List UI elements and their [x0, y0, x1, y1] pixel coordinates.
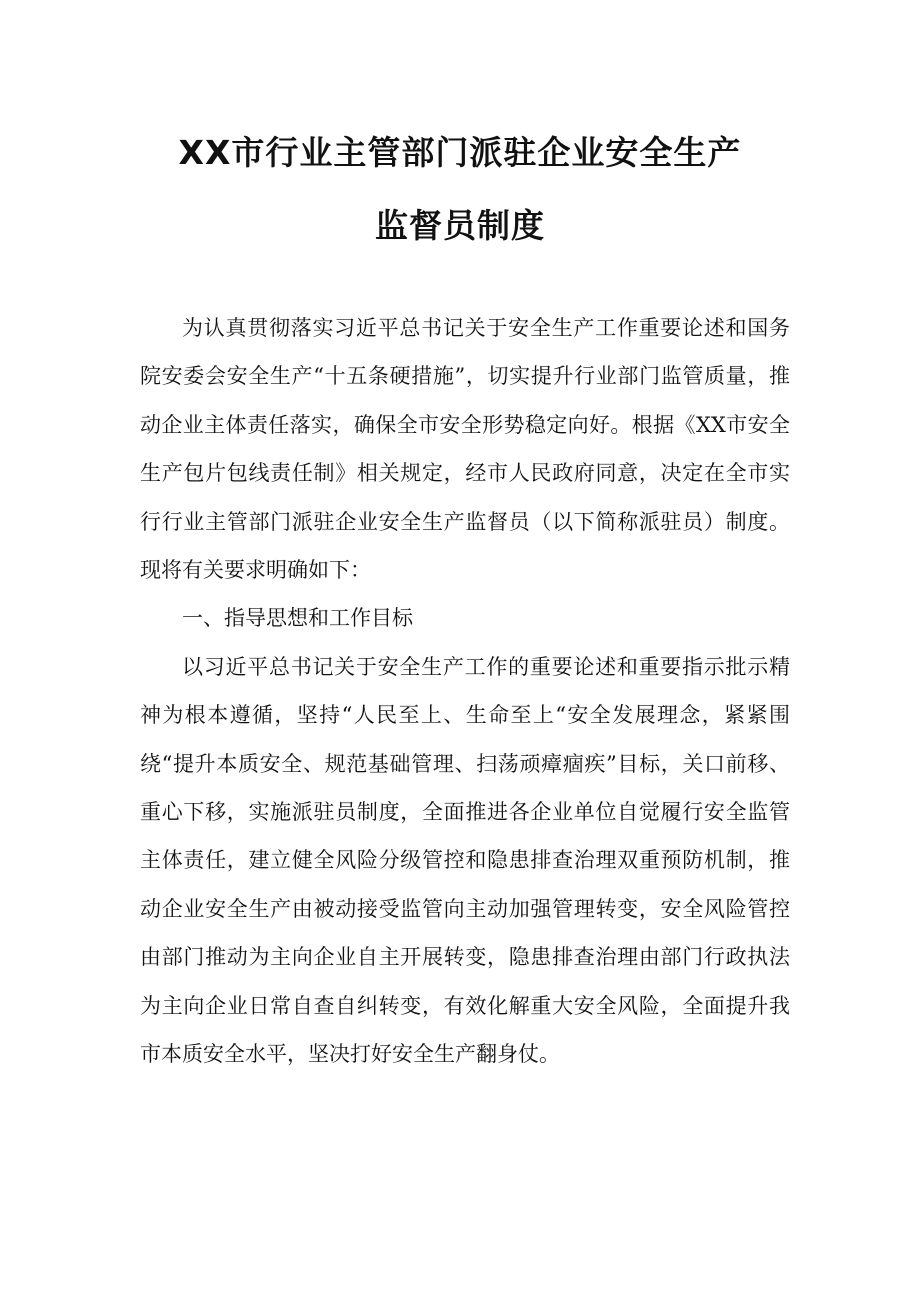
document-title-line-2: 监督员制度 — [375, 206, 545, 245]
document-body — [140, 304, 790, 1079]
document-title-line-1: XX市行业主管部门派驻企业安全生产 — [178, 133, 742, 172]
guiding-ideology-paragraph: 以习近平总书记关于安全生产工作的重要论述和重要指示批示精神为根本遵循，坚持“人民至上、生命至上“安全发展理念，紧紧围绕“提升本质安全、规范基础管理、扫荡顽瘴痼疾”目标，关口前移、重心下移，实施派驻员制度，全面推进各企业单位自觉履行安全监管主体责任，建立健全风险分级管控和隐患排查治理双重预防机制，推动企业安全生产由被动接受监管向主动加强管理转变，安全风险管控由部门推动为主向企业自主开展转变，隐患排查治理由部门行政执法为主向企业日常自查自纠转变，有效化解重大安全风险，全面提升我市本质安全水平，坚决打好安全生产翻身仗。 — [140, 654, 790, 1067]
section-heading-guiding-ideology: 一、指导思想和工作目标 — [182, 606, 413, 631]
intro-paragraph: 为认真贯彻落实习近平总书记关于安全生产工作重要论述和国务院安委会安全生产“十五条硬措施”，切实提升行业部门监管质量，推动企业主体责任落实，确保全市安全形势稳定向好。根据《XX市安全生产包片包线责任制》相关规定，经市人民政府同意，决定在全市实行行业主管部门派驻企业安全生产监督员（以下简称派驻员）制度。现将有关要求明确如下： — [140, 316, 790, 583]
